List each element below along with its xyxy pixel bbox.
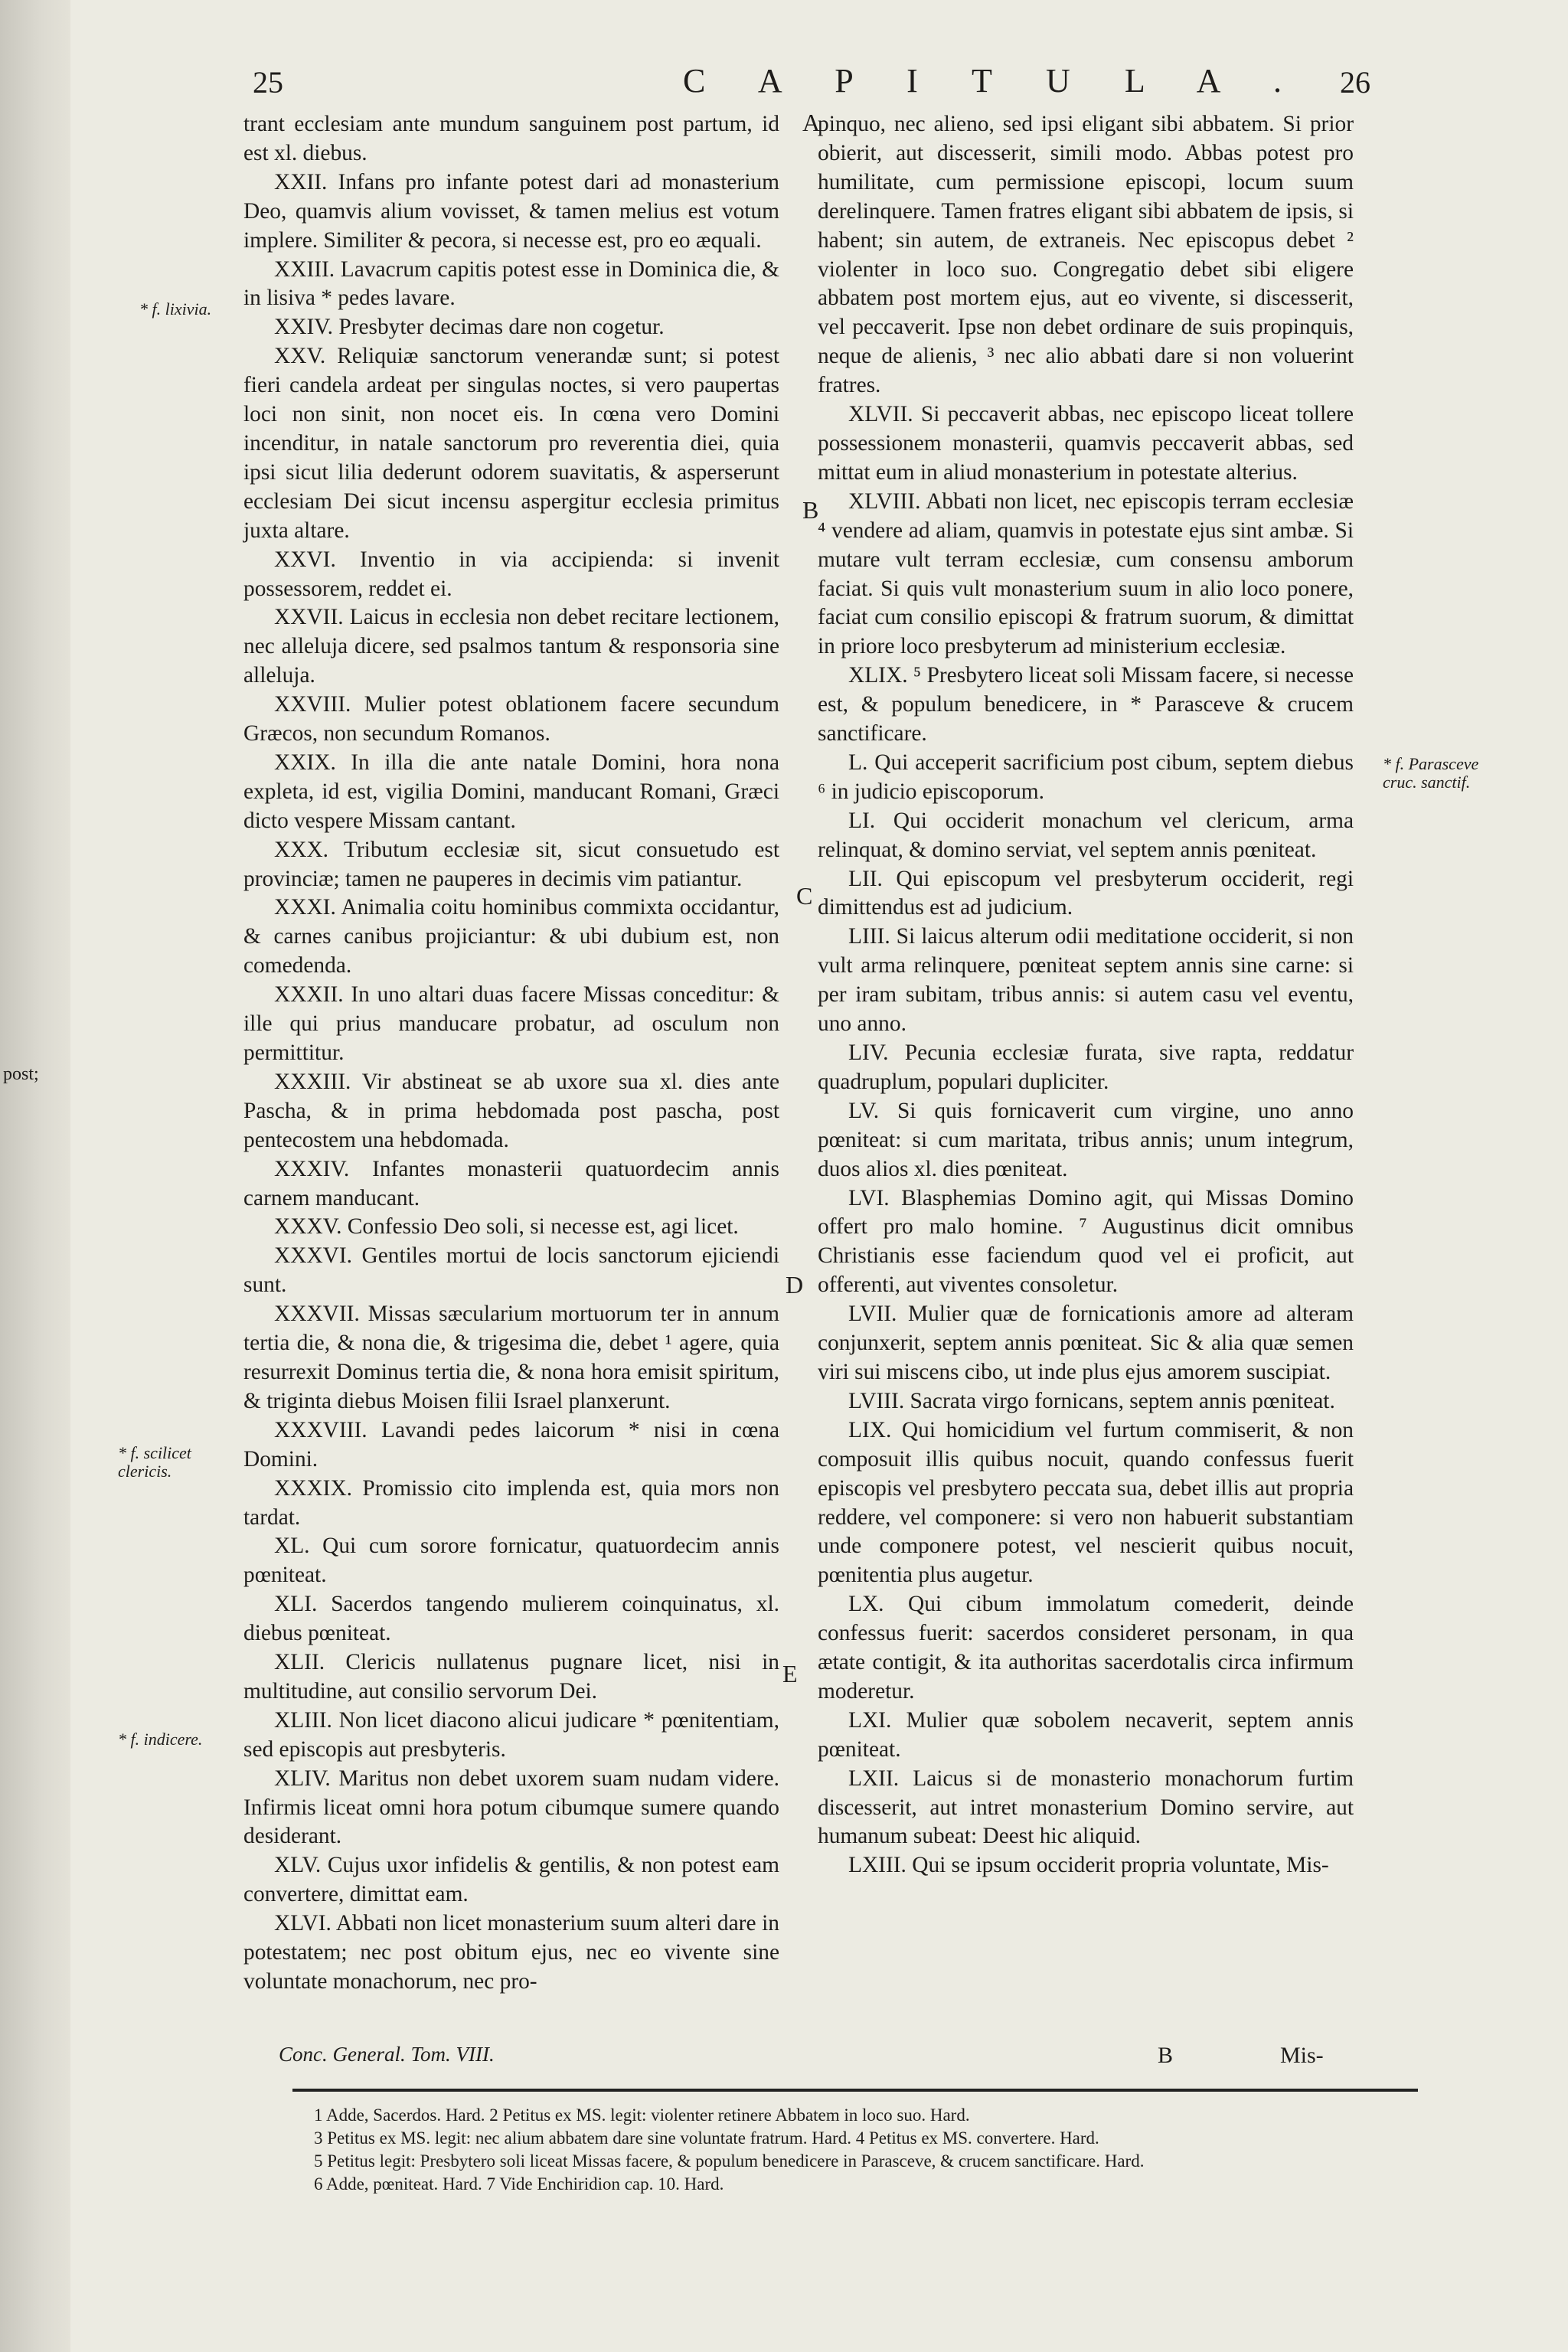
footnote-line: 3 Petitus ex MS. legit: nec alium abbatem dare sine voluntate fratrum. Hard. 4 Petitus ex MS. convertere. Hard. bbox=[314, 2128, 1099, 2148]
canon-paragraph: XXX. Tributum ecclesiæ sit, sicut consuetudo est provinciæ; tamen ne pauperes in decimis vim patiantur. bbox=[243, 837, 779, 891]
canon-paragraph: L. Qui acceperit sacrificium post cibum, septem diebus ⁶ in judicio episcoporum. bbox=[818, 750, 1354, 804]
canon-paragraph: LVI. Blasphemias Domino agit, qui Missas Domino offert pro malo homine. ⁷ Augustinus dicit omnibus Christianis esse faciendum quod vel ei proficit, aut offerenti, aut viventes consoletur. bbox=[818, 1185, 1354, 1298]
section-letter-a: A bbox=[802, 109, 821, 136]
section-letter-b: B bbox=[802, 496, 819, 524]
canon-paragraph: XLV. Cujus uxor infidelis & gentilis, & non potest eam convertere, dimittat eam. bbox=[243, 1853, 779, 1907]
binding-gutter bbox=[0, 0, 71, 2352]
canon-paragraph: LV. Si quis fornicaverit cum virgine, uno anno pœniteat: si cum maritata, tribus annis; unum integrum, duos alios xl. dies pœniteat. bbox=[818, 1098, 1354, 1181]
left-column-footer: Conc. General. Tom. VIII. bbox=[279, 2043, 495, 2066]
canon-paragraph: XXIX. In illa die ante natale Domini, hora nona expleta, id est, vigilia Domini, manducant Romani, Græci dicto vespere Missam cantant. bbox=[243, 750, 779, 833]
canon-paragraph: XXXV. Confessio Deo soli, si necesse est, agi licet. bbox=[274, 1214, 739, 1240]
canon-paragraph: XXXIV. Infantes monasterii quatuordecim annis carnem manducant. bbox=[243, 1156, 779, 1210]
canon-paragraph: XLIII. Non licet diacono alicui judicare * pœnitentiam, sed episcopis aut presbyteris. bbox=[243, 1707, 779, 1762]
footnote-rule bbox=[292, 2089, 1418, 2092]
canon-paragraph: LVIII. Sacrata virgo fornicans, septem annis pœniteat. bbox=[848, 1388, 1335, 1413]
footnotes bbox=[314, 2104, 1447, 2196]
canon-paragraph: XXIII. Lavacrum capitis potest esse in Dominica die, & in lisiva * pedes lavare. bbox=[243, 256, 779, 311]
canon-paragraph: XXXVI. Gentiles mortui de locis sanctorum ejiciendi sunt. bbox=[243, 1243, 779, 1298]
running-title: C A P I T U L A . bbox=[683, 62, 1305, 100]
canon-paragraph: LIV. Pecunia ecclesiæ furata, sive rapta, reddatur quadruplum, populari dupliciter. bbox=[818, 1040, 1354, 1094]
page-number-right: 26 bbox=[1340, 65, 1370, 100]
canon-paragraph: XLIV. Maritus non debet uxorem suam nudam videre. Infirmis liceat omni hora potum cibumque sumere quando desiderant. bbox=[243, 1766, 779, 1849]
section-letter-e: E bbox=[782, 1660, 798, 1687]
canon-paragraph: LII. Qui episcopum vel presbyterum occiderit, regi dimittendus est ad judicium. bbox=[818, 866, 1354, 920]
canon-paragraph: pinquo, nec alieno, sed ipsi eligant sibi abbatem. Si prior obierit, aut discesserit, simili modo. Abbas potest pro humilitate, cum permissione episcopi, locum suum derelinquere. Tamen fratres eligant sibi abbatem de ipsis, si habent; sin autem, de extraneis. Nec episcopus debet ² violenter in loco suo. Congregatio debet sibi eligere abbatem post mortem ejus, aut eo vivente, si discesserit, vel peccaverit. Ipse non debet ordinare de suis propinquis, neque de alienis, ³ nec alio abbati dare si non voluerint fratres. bbox=[818, 112, 1354, 398]
canon-paragraph: XXII. Infans pro infante potest dari ad monasterium Deo, quamvis alium vovisset, & tamen melius est votum implere. Similiter & pecora, si necesse est, pro eo æquali. bbox=[243, 169, 779, 253]
margin-note-scilicet-clericis: * f. scilicet clericis. bbox=[118, 1443, 191, 1481]
canon-paragraph: XL. Qui cum sorore fornicatur, quatuordecim annis pœniteat. bbox=[243, 1534, 779, 1588]
right-text-column bbox=[818, 110, 1354, 1880]
left-text-column bbox=[243, 110, 779, 1997]
canon-paragraph: XXVIII. Mulier potest oblationem facere secundum Græcos, non secundum Romanos. bbox=[243, 692, 779, 746]
left-margin-fragment: post; bbox=[3, 1064, 39, 1084]
canon-paragraph: LI. Qui occiderit monachum vel clericum, arma relinquat, & domino serviat, vel septem annis pœniteat. bbox=[818, 808, 1354, 862]
canon-paragraph: LIII. Si laicus alterum odii meditatione occiderit, si non vult arma relinquere, pœniteat septem annis sine carne: si per iram subitam, tribus annis: si autem casu vel eventu, uno anno. bbox=[818, 924, 1354, 1037]
margin-note-lixivia: * f. lixivia. bbox=[139, 299, 212, 318]
page-number-left: 25 bbox=[253, 65, 283, 100]
section-letter-c: C bbox=[796, 882, 813, 910]
canon-paragraph: LXIII. Qui se ipsum occiderit propria voluntate, Mis- bbox=[848, 1853, 1329, 1878]
footnote-line: 5 Petitus legit: Presbytero soli liceat Missas facere, & populum benedicere in Parasceve, & crucem sanctificare. Hard. bbox=[314, 2151, 1145, 2171]
canon-paragraph: trant ecclesiam ante mundum sanguinem post partum, id est xl. diebus. bbox=[243, 112, 779, 165]
canon-paragraph: XXV. Reliquiæ sanctorum venerandæ sunt; si potest fieri candela ardeat per singulas noctes, si vero paupertas loci non sinit, non nocet eis. In cœna vero Domini incenditur, in natale sanctorum pro reverentia diei, quia ipsi sicut lilia dederunt odorem suavitatis, & asperserunt ecclesiam Dei sicut incensu aspergitur ecclesia primitus juxta altare. bbox=[243, 344, 779, 543]
canon-paragraph: XXIV. Presbyter decimas dare non cogetur. bbox=[274, 315, 665, 340]
canon-paragraph: XXXIII. Vir abstineat se ab uxore sua xl. dies ante Pascha, & in prima hebdomada post pascha, post pentecostem una hebdomada. bbox=[243, 1069, 779, 1152]
canon-paragraph: XLVII. Si peccaverit abbas, nec episcopo liceat tollere possessionem monasterii, quamvis peccaverit abbas, sed mittat eum in aliud monasterium in potestate alterius. bbox=[818, 402, 1354, 485]
canon-paragraph: XLIX. ⁵ Presbytero liceat soli Missam facere, si necesse est, & populum benedicere, in * Parasceve & crucem sanctificare. bbox=[818, 663, 1354, 746]
margin-note-indicere: * f. indicere. bbox=[118, 1730, 203, 1749]
canon-paragraph: XLVI. Abbati non licet monasterium suum alteri dare in potestatem; nec post obitum ejus, nec eo vivente sine voluntate monachorum, nec pro- bbox=[243, 1911, 779, 1994]
signature-mark: B bbox=[1158, 2043, 1174, 2068]
canon-paragraph: XXXI. Animalia coitu hominibus commixta occidantur, & carnes canibus projiciantur: & ubi dubium est, non comedenda. bbox=[243, 895, 779, 978]
canon-paragraph: LXII. Laicus si de monasterio monachorum furtim discesserit, aut intret monasterium Domino servire, aut humanum subeat: Deest hic aliquid. bbox=[818, 1766, 1354, 1849]
canon-paragraph: LX. Qui cibum immolatum comederit, deinde confessus fuerit: sacerdos consideret personam, in qua ætate contigit, & ita authoritas sacerdotalis circa infirmum moderetur. bbox=[818, 1592, 1354, 1704]
canon-paragraph: XXXIX. Promissio cito implenda est, quia mors non tardat. bbox=[243, 1475, 779, 1530]
canon-paragraph: XLI. Sacerdos tangendo mulierem coinquinatus, xl. diebus pœniteat. bbox=[243, 1592, 779, 1646]
canon-paragraph: XLII. Clericis nullatenus pugnare licet, nisi in multitudine, aut consilio servorum Dei. bbox=[243, 1650, 779, 1704]
footnote-line: 6 Adde, pœniteat. Hard. 7 Vide Enchiridion cap. 10. Hard. bbox=[314, 2174, 724, 2194]
canon-paragraph: LIX. Qui homicidium vel furtum commiserit, & non composuit illis quibus nocuit, quando confessus fuerit episcopis vel presbytero peccata sua, debet illis aut propria reddere, vel componere: si vero non habuerit substantiam unde componere potest, vel nescierit quibus nocuit, pœnitentia plus augetur. bbox=[818, 1417, 1354, 1588]
canon-paragraph: LXI. Mulier quæ sobolem necaverit, septem annis pœniteat. bbox=[818, 1707, 1354, 1762]
catchword: Mis- bbox=[1280, 2043, 1324, 2068]
canon-paragraph: XXXII. In uno altari duas facere Missas conceditur: & ille qui prius manducare probatur, ad osculum non permittitur. bbox=[243, 982, 779, 1065]
book-page bbox=[70, 0, 1568, 2352]
footnote-line: 1 Adde, Sacerdos. Hard. 2 Petitus ex MS. legit: violenter retinere Abbatem in loco suo. Hard. bbox=[314, 2105, 970, 2125]
canon-paragraph: XXXVIII. Lavandi pedes laicorum * nisi in cœna Domini. bbox=[243, 1417, 779, 1472]
canon-paragraph: XXXVII. Missas sæcularium mortuorum ter in annum tertia die, & nona die, & trigesima die, debet ¹ agere, quia resurrexit Dominus tertia die, & nona hora emisit spiritum, & triginta diebus Moisen filii Israel planxerunt. bbox=[243, 1302, 779, 1413]
canon-paragraph: XXVII. Laicus in ecclesia non debet recitare lectionem, nec alleluja dicere, sed psalmos tantum & responsoria sine alleluja. bbox=[243, 605, 779, 688]
margin-note-parasceve: * f. Parasceve cruc. sanctif. bbox=[1383, 754, 1479, 792]
canon-paragraph: XLVIII. Abbati non licet, nec episcopis terram ecclesiæ ⁴ vendere ad aliam, quamvis in potestate ejus sint ambæ. Si mutare vult terram ecclesiæ, cum consensu amborum faciat. Si quis vult monasterium suum in alio loco ponere, faciat cum consilio episcopi & fratrum suorum, & dimittat in priore loco presbyterum ad ministerium ecclesiæ. bbox=[818, 488, 1354, 659]
canon-paragraph: LVII. Mulier quæ de fornicationis amore ad alteram conjunxerit, septem annis pœniteat. Sic & alia quæ semen viri sui miscens cibo, ut inde plus ejus amorem suscipiat. bbox=[818, 1302, 1354, 1384]
section-letter-d: D bbox=[786, 1271, 804, 1298]
canon-paragraph: XXVI. Inventio in via accipienda: si invenit possessorem, reddet ei. bbox=[243, 547, 779, 601]
